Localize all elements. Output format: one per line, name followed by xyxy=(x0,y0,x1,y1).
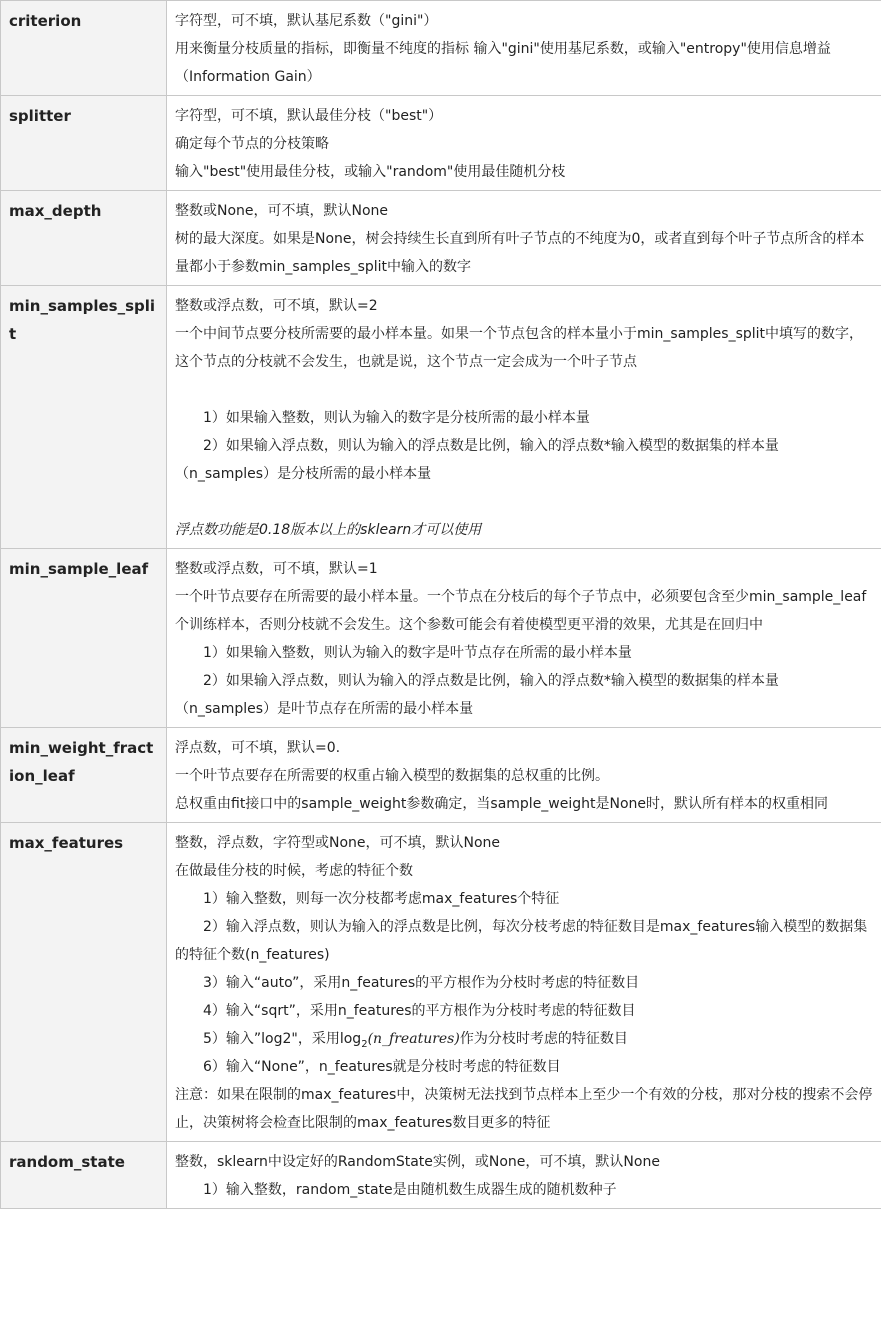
description-line: 1）如果输入整数，则认为输入的数字是叶节点存在所需的最小样本量 xyxy=(203,645,632,661)
description-text: 2）如果输入浮点数，则认为输入的浮点数是比例，输入的浮点数*输入模型的数据集的样本量（n_samples）是叶节点存在所需的最小样本量 xyxy=(175,673,779,717)
description-line: 整数或None，可不填，默认None xyxy=(175,203,389,219)
table-row xyxy=(1,728,881,823)
description-line: 6）输入“None”，n_features就是分枝时考虑的特征数目 xyxy=(203,1059,561,1075)
description-text: 2）输入浮点数，则认为输入的浮点数是比例，每次分枝考虑的特征数目是max_features输入模型的数据集的特征个数(n_features) xyxy=(175,919,868,963)
description-line: 整数或浮点数，可不填，默认=1 xyxy=(175,561,378,577)
param-description xyxy=(167,1142,881,1209)
log-formula-line xyxy=(175,1025,873,1053)
log-prefix: 5）输入”log2"，采用log xyxy=(203,1031,362,1047)
description-line: 浮点数，可不填，默认=0. xyxy=(175,740,341,756)
table-row xyxy=(1,823,881,1142)
description-line: 字符型，可不填，默认最佳分枝（"best"） xyxy=(175,108,443,124)
description-line xyxy=(175,432,873,488)
description-line: 一个叶节点要存在所需要的权重占输入模型的数据集的总权重的比例。 xyxy=(175,768,609,784)
description-line: 整数，sklearn中设定好的RandomState实例，或None，可不填，默认None xyxy=(175,1154,660,1170)
param-name: min_weight_fraction_leaf xyxy=(1,728,167,823)
param-description xyxy=(167,191,881,286)
param-description xyxy=(167,1,881,96)
log-subscript: 2 xyxy=(361,1038,368,1050)
description-line: 字符型，可不填，默认基尼系数（"gini"） xyxy=(175,13,438,29)
version-note: 浮点数功能是0.18版本以上的sklearn才可以使用 xyxy=(175,522,482,538)
table-row xyxy=(1,286,881,549)
description-line xyxy=(175,913,873,969)
math-expression: (n_freatures) xyxy=(367,1031,460,1047)
description-line: 3）输入“auto”，采用n_features的平方根作为分枝时考虑的特征数目 xyxy=(203,975,640,991)
description-line: 1）输入整数，则每一次分枝都考虑max_features个特征 xyxy=(203,891,560,907)
param-description xyxy=(167,728,881,823)
blank-line xyxy=(175,376,873,404)
table-row xyxy=(1,96,881,191)
param-name: min_samples_split xyxy=(1,286,167,549)
description-line: 整数或浮点数，可不填，默认=2 xyxy=(175,298,378,314)
table-row xyxy=(1,549,881,728)
description-line: 总权重由fit接口中的sample_weight参数确定，当sample_weight是None时，默认所有样本的权重相同 xyxy=(175,796,829,812)
param-description xyxy=(167,823,881,1142)
param-description xyxy=(167,286,881,549)
description-line: 一个中间节点要分枝所需要的最小样本量。如果一个节点包含的样本量小于min_samples_split中填写的数字，这个节点的分枝就不会发生，也就是说，这个节点一定会成为一个叶子节点 xyxy=(175,326,864,370)
param-description xyxy=(167,549,881,728)
description-line: 4）输入“sqrt”，采用n_features的平方根作为分枝时考虑的特征数目 xyxy=(203,1003,636,1019)
description-text: 2）如果输入浮点数，则认为输入的浮点数是比例，输入的浮点数*输入模型的数据集的样本量（n_samples）是分枝所需的最小样本量 xyxy=(175,438,779,482)
description-line: 注意：如果在限制的max_features中，决策树无法找到节点样本上至少一个有效的分枝，那对分枝的搜索不会停止，决策树将会检查比限制的max_features数目更多的特征 xyxy=(175,1087,873,1131)
param-name: max_features xyxy=(1,823,167,1142)
log-suffix: 作为分枝时考虑的特征数目 xyxy=(459,1031,628,1047)
param-description xyxy=(167,96,881,191)
description-line: 1）如果输入整数，则认为输入的数字是分枝所需的最小样本量 xyxy=(203,410,590,426)
description-line: 用来衡量分枝质量的指标，即衡量不纯度的指标 输入"gini"使用基尼系数，或输入"entropy"使用信息增益（Information Gain） xyxy=(175,41,831,85)
param-name: max_depth xyxy=(1,191,167,286)
table-row xyxy=(1,1142,881,1209)
table-row xyxy=(1,191,881,286)
table-row xyxy=(1,1,881,96)
param-name: splitter xyxy=(1,96,167,191)
blank-line xyxy=(175,488,873,516)
param-name: min_sample_leaf xyxy=(1,549,167,728)
param-name: random_state xyxy=(1,1142,167,1209)
description-line: 输入"best"使用最佳分枝，或输入"random"使用最佳随机分枝 xyxy=(175,164,566,180)
description-line xyxy=(175,667,873,723)
param-name: criterion xyxy=(1,1,167,96)
description-line: 整数，浮点数，字符型或None，可不填，默认None xyxy=(175,835,501,851)
description-line: 确定每个节点的分枝策略 xyxy=(175,136,329,152)
description-line: 树的最大深度。如果是None，树会持续生长直到所有叶子节点的不纯度为0，或者直到每个叶子节点所含的样本量都小于参数min_samples_split中输入的数字 xyxy=(175,231,865,275)
description-line: 1）输入整数，random_state是由随机数生成器生成的随机数种子 xyxy=(203,1182,617,1198)
description-line: 在做最佳分枝的时候，考虑的特征个数 xyxy=(175,863,413,879)
description-line: 一个叶节点要存在所需要的最小样本量。一个节点在分枝后的每个子节点中，必须要包含至少min_sample_leaf个训练样本，否则分枝就不会发生。这个参数可能会有着使模型更平滑的效果，尤其是在回归中 xyxy=(175,589,867,633)
